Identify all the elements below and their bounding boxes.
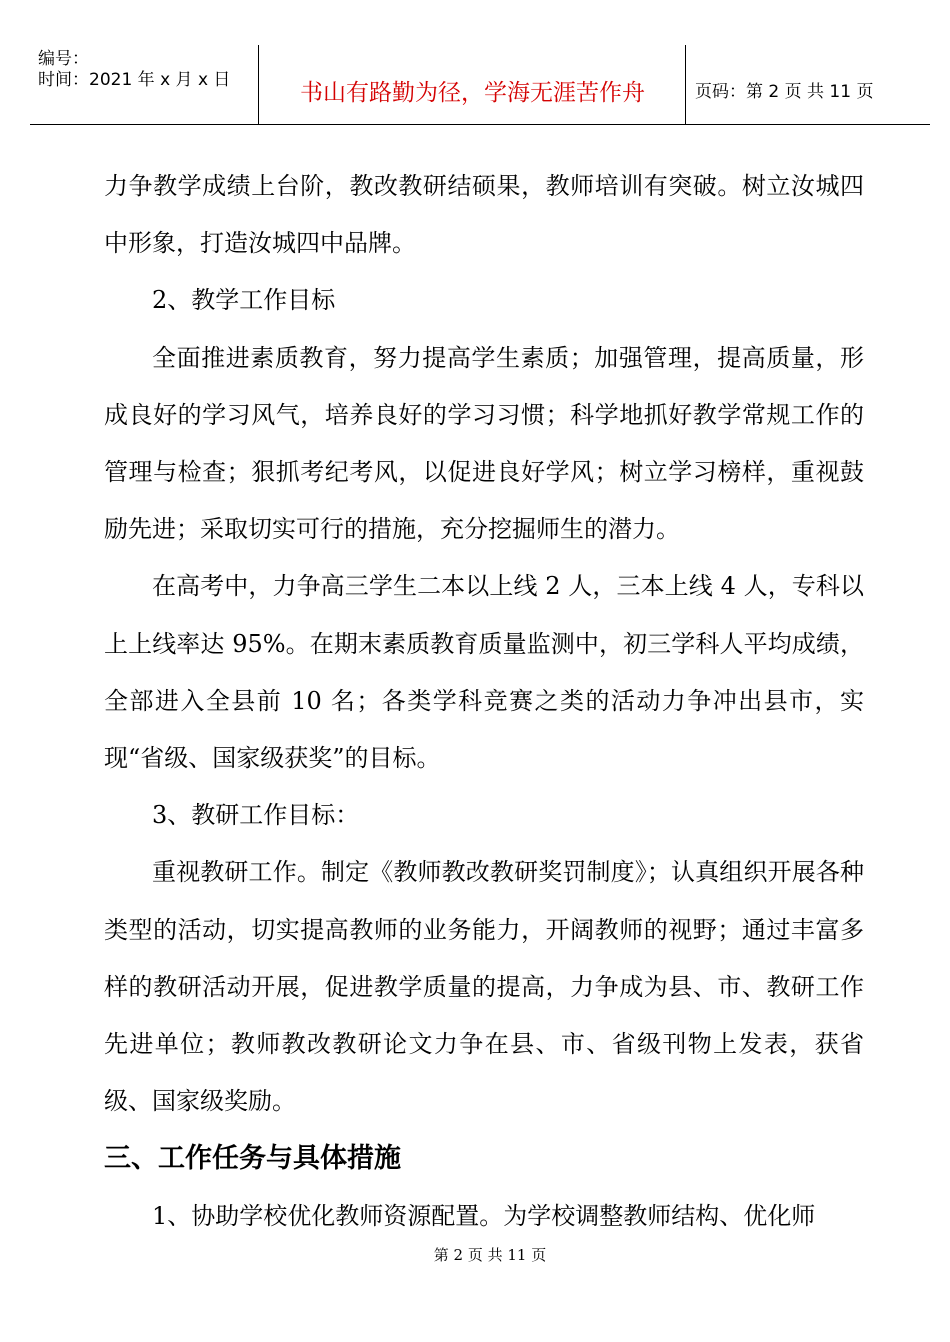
section-heading: 三、工作任务与具体措施 — [104, 1143, 401, 1175]
subheading-research-goals: 3、教研工作目标： — [152, 801, 360, 830]
subheading-teaching-goals: 2、教学工作目标 — [152, 286, 336, 315]
paragraph: 力争教学成绩上台阶，教改教研结硕果，教师培训有突破。树立汝城四中形象，打造汝城四中品牌。 — [104, 172, 864, 258]
document-body — [104, 158, 864, 1245]
document-code-label: 编号： — [38, 49, 89, 69]
header-divider — [685, 45, 686, 124]
header-motto: 书山有路勤为径，学海无涯苦作舟 — [300, 80, 645, 106]
header-divider — [258, 45, 259, 124]
header-page-info: 页码：第 2 页 共 11 页 — [695, 82, 874, 102]
paragraph: 在高考中，力争高三学生二本以上线 2 人，三本上线 4 人，专科以上上线率达 95%。在期末素质教育质量监测中，初三学科人平均成绩，全部进入全县前 10 名；各类学科竞赛之类的活动力争冲出县市，实现“省级、国家级获奖”的目标。 — [104, 572, 864, 773]
paragraph: 1、协助学校优化教师资源配置。为学校调整教师结构、优化师 — [152, 1201, 816, 1230]
document-time-label: 时间：2021 年 x 月 x 日 — [38, 70, 231, 90]
page-footer: 第 2 页 共 11 页 — [433, 1246, 547, 1264]
paragraph: 重视教研工作。制定《教师教改教研奖罚制度》；认真组织开展各种类型的活动，切实提高教师的业务能力，开阔教师的视野；通过丰富多样的教研活动开展，促进教学质量的提高，力争成为县、市、教研工作先进单位；教师教改教研论文力争在县、市、省级刊物上发表，获省级、国家级奖励。 — [104, 858, 864, 1116]
paragraph: 全面推进素质教育，努力提高学生素质；加强管理，提高质量，形成良好的学习风气，培养良好的学习习惯；科学地抓好教学常规工作的管理与检查；狠抓考纪考风，以促进良好学风；树立学习榜样，重视鼓励先进；采取切实可行的措施，充分挖掘师生的潜力。 — [104, 343, 864, 544]
page-header — [30, 45, 930, 125]
header-meta — [38, 49, 230, 91]
